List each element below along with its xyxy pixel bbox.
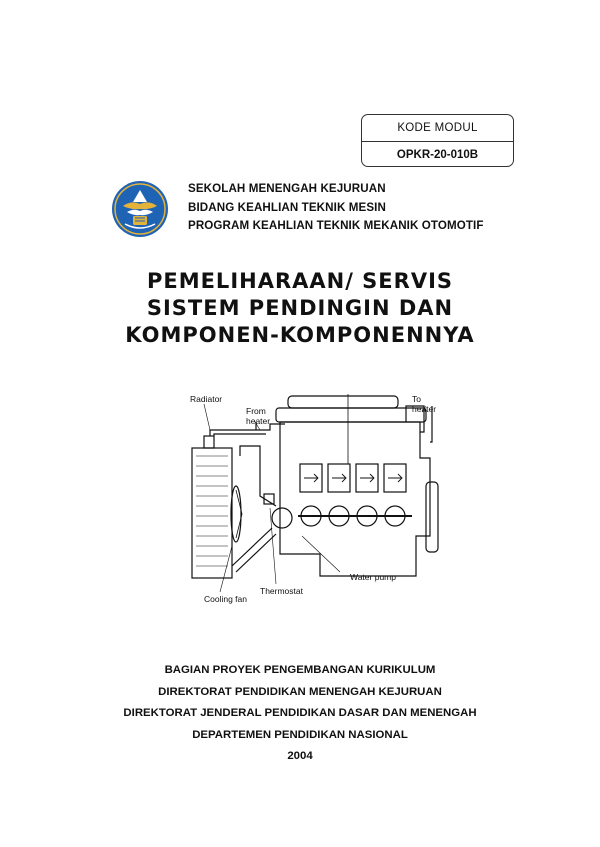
module-code-value: OPKR-20-010B bbox=[396, 149, 479, 161]
label-from-heater-2: heater bbox=[246, 416, 271, 426]
label-to-heater-1: To bbox=[412, 394, 421, 404]
publisher-line-3: DIREKTORAT JENDERAL PENDIDIKAN DASAR DAN MENENGAH bbox=[123, 707, 477, 719]
label-to-heater-2: heater bbox=[412, 404, 437, 414]
module-code-label: KODE MODUL bbox=[362, 115, 513, 142]
institution-line-school: SEKOLAH MENENGAH KEJURUAN bbox=[188, 182, 386, 195]
label-water-pump: Water pump bbox=[350, 572, 396, 582]
publisher-line-4: DEPARTEMEN PENDIDIKAN NASIONAL bbox=[192, 728, 408, 741]
label-cooling-fan: Cooling fan bbox=[204, 594, 248, 604]
label-from-heater-1: From bbox=[246, 406, 266, 416]
publisher-line-1: BAGIAN PROYEK PENGEMBANGAN KURIKULUM bbox=[164, 664, 436, 676]
water-pump-shape bbox=[272, 508, 292, 528]
publisher-line-2: DIREKTORAT PENDIDIKAN MENENGAH KEJURUAN bbox=[158, 685, 442, 698]
radiator-shape bbox=[192, 448, 232, 578]
institution-line-program: PROGRAM KEAHLIAN TEKNIK MEKANIK OTOMOTIF bbox=[188, 219, 484, 232]
ministry-emblem-icon bbox=[111, 180, 169, 238]
document-title bbox=[0, 268, 600, 349]
ministry-logo bbox=[111, 180, 169, 238]
title-line-2: SISTEM PENDINGIN DAN bbox=[146, 296, 454, 320]
engine-cooling-illustration bbox=[180, 386, 450, 611]
module-code-box bbox=[361, 114, 514, 167]
label-thermostat: Thermostat bbox=[260, 586, 303, 596]
publication-year: 2004 bbox=[287, 750, 313, 762]
engine-block-shape bbox=[280, 422, 430, 576]
publisher-block bbox=[0, 660, 600, 768]
institution-block bbox=[188, 180, 484, 236]
cooling-system-diagram bbox=[180, 386, 450, 611]
label-radiator: Radiator bbox=[190, 394, 223, 404]
title-line-3: KOMPONEN-KOMPONENNYA bbox=[125, 323, 475, 347]
institution-line-field: BIDANG KEAHLIAN TEKNIK MESIN bbox=[188, 200, 386, 214]
title-line-1: PEMELIHARAAN/ SERVIS bbox=[146, 269, 454, 293]
